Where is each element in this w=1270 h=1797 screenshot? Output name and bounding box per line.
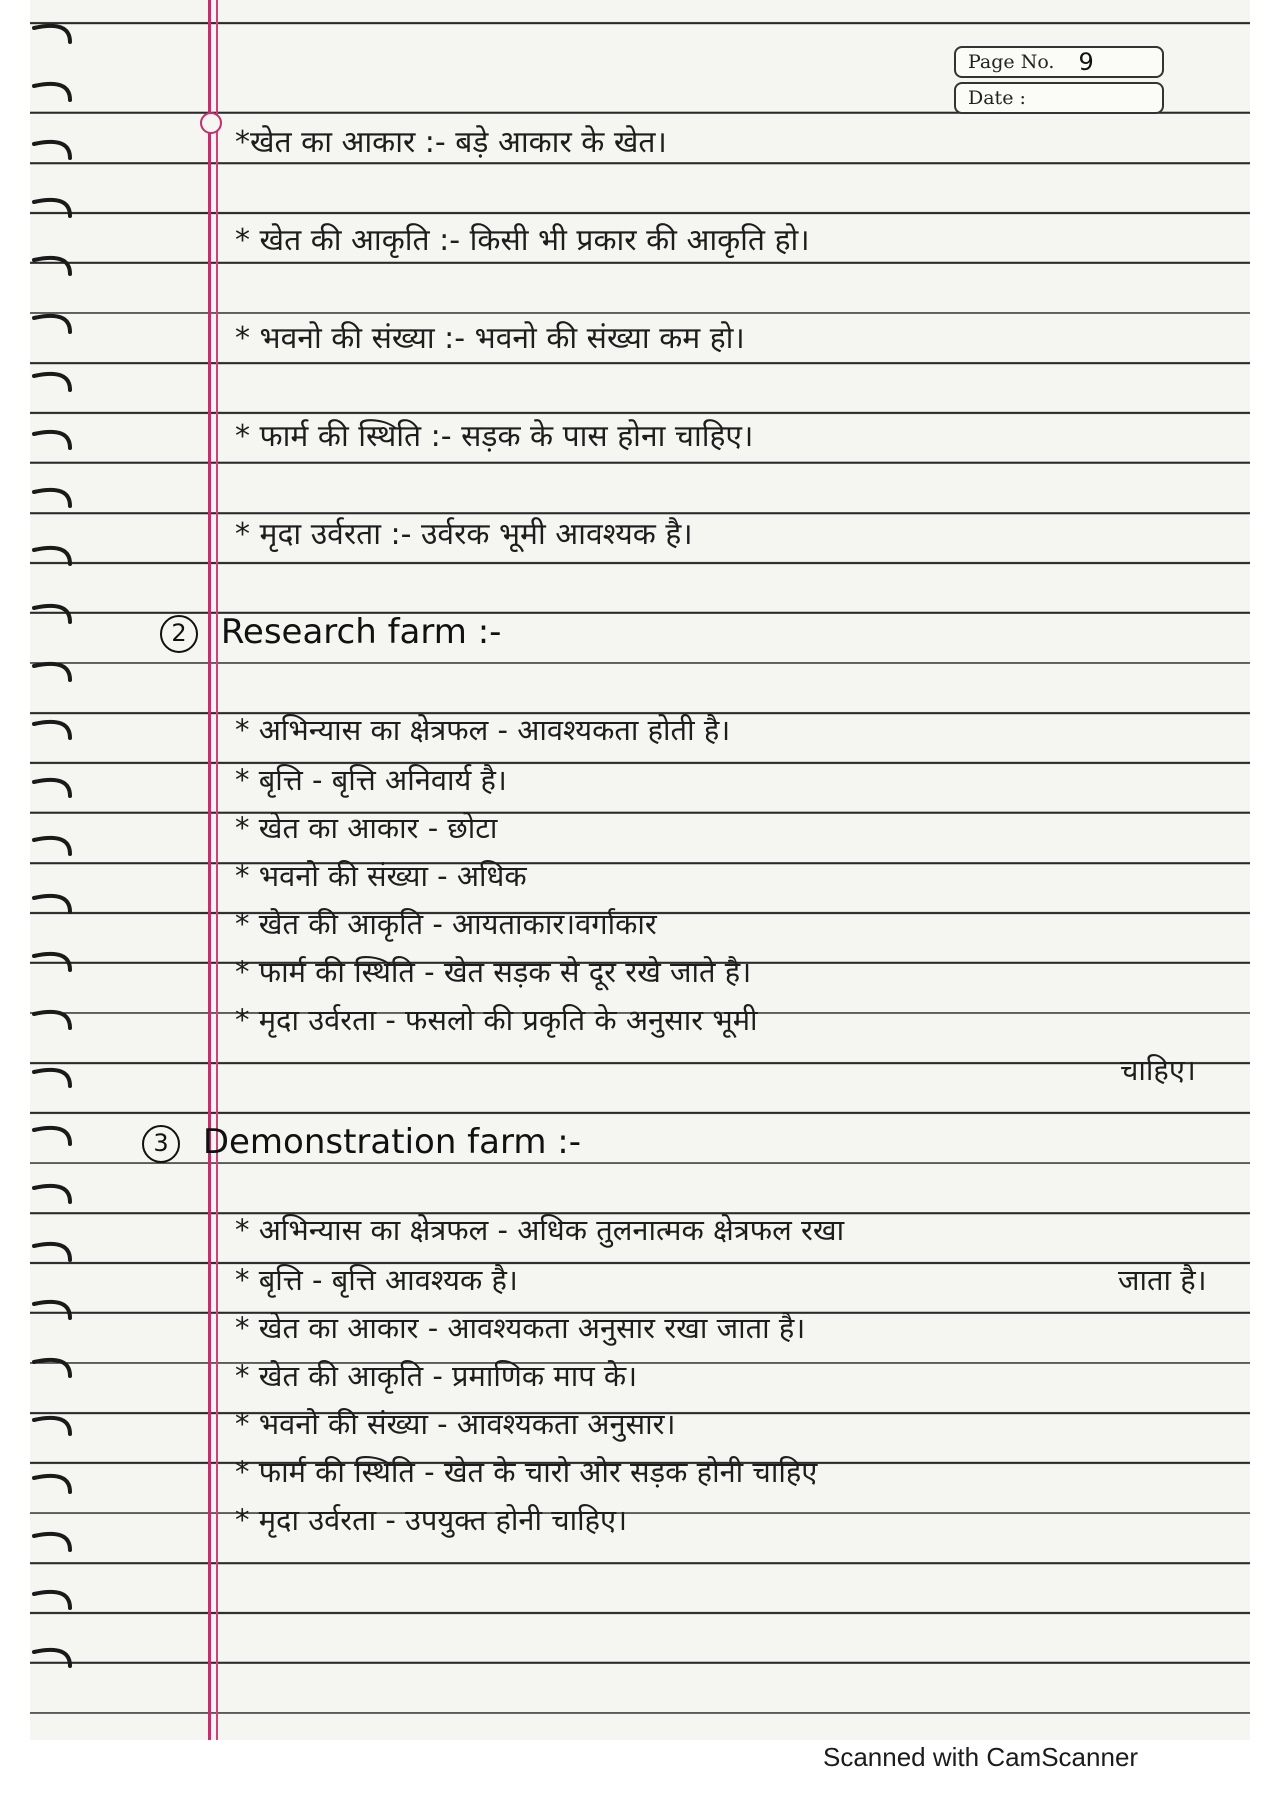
spiral-binding-icon bbox=[30, 20, 100, 1720]
section3-item: * मृदा उर्वरता - उपयुक्त होनी चाहिए। bbox=[235, 1503, 628, 1537]
section1-item: * फार्म की स्थिति :- सड़क के पास होना चाहिए। bbox=[235, 419, 754, 454]
margin-line bbox=[208, 0, 211, 1740]
section2-item: * फार्म की स्थिति - खेत सड़क से दूर रखे जाते है। bbox=[235, 955, 752, 989]
section3-item: * भवनो की संख्या - आवश्यकता अनुसार। bbox=[235, 1407, 676, 1441]
section3-item: * खेत की आकृति - प्रमाणिक माप के। bbox=[235, 1359, 638, 1393]
section2-number: 2 bbox=[160, 615, 198, 653]
section3-number: 3 bbox=[142, 1125, 180, 1163]
notebook-page bbox=[30, 0, 1250, 1740]
section2-item: * खेत की आकृति - आयताकार।वर्गाकार bbox=[235, 907, 657, 941]
section2-item: * अभिन्यास का क्षेत्रफल - आवश्यकता होती है। bbox=[235, 713, 731, 747]
section2-item: * बृत्ति - बृत्ति अनिवार्य है। bbox=[235, 763, 507, 797]
section2-heading bbox=[160, 612, 501, 653]
scanned-watermark: Scanned with CamScanner bbox=[823, 1742, 1139, 1772]
margin-line-inner bbox=[216, 0, 218, 1740]
section2-title: Research farm :- bbox=[220, 612, 502, 652]
section1-item: * भवनो की संख्या :- भवनो की संख्या कम हो। bbox=[235, 321, 745, 356]
page-no-value: 9 bbox=[1078, 48, 1094, 76]
section2-item: * भवनो की संख्या - अधिक bbox=[235, 859, 527, 893]
section3-item: * फार्म की स्थिति - खेत के चारो ओर सड़क होनी चाहिए bbox=[235, 1455, 818, 1489]
section1-item: * खेत की आकृति :- किसी भी प्रकार की आकृति हो। bbox=[235, 223, 810, 258]
section1-item: *खेत का आकार :- बड़े आकार के खेत। bbox=[235, 125, 667, 160]
section2-item: * मृदा उर्वरता - फसलो की प्रकृति के अनुसार भूमी bbox=[235, 1003, 758, 1037]
section3-item-continued: जाता है। bbox=[1118, 1263, 1207, 1297]
page-no-label: Page No. bbox=[968, 51, 1055, 73]
section3-item: * बृत्ति - बृत्ति आवश्यक है। bbox=[235, 1263, 518, 1297]
date-field bbox=[954, 82, 1164, 114]
margin-node-icon bbox=[200, 112, 222, 134]
section2-item: * खेत का आकार - छोटा bbox=[235, 811, 498, 845]
section1-item: * मृदा उर्वरता :- उर्वरक भूमी आवश्यक है। bbox=[235, 517, 693, 552]
section3-item: * अभिन्यास का क्षेत्रफल - अधिक तुलनात्मक क्षेत्रफल रखा bbox=[235, 1213, 845, 1247]
section2-item-continued: चाहिए। bbox=[1120, 1053, 1196, 1087]
section3-heading bbox=[142, 1122, 581, 1163]
page-no-field bbox=[954, 46, 1164, 78]
page-number-box bbox=[954, 46, 1164, 118]
section3-item: * खेत का आकार - आवश्यकता अनुसार रखा जाता है। bbox=[235, 1311, 806, 1345]
date-label: Date : bbox=[968, 87, 1026, 109]
section3-title: Demonstration farm :- bbox=[202, 1122, 582, 1162]
